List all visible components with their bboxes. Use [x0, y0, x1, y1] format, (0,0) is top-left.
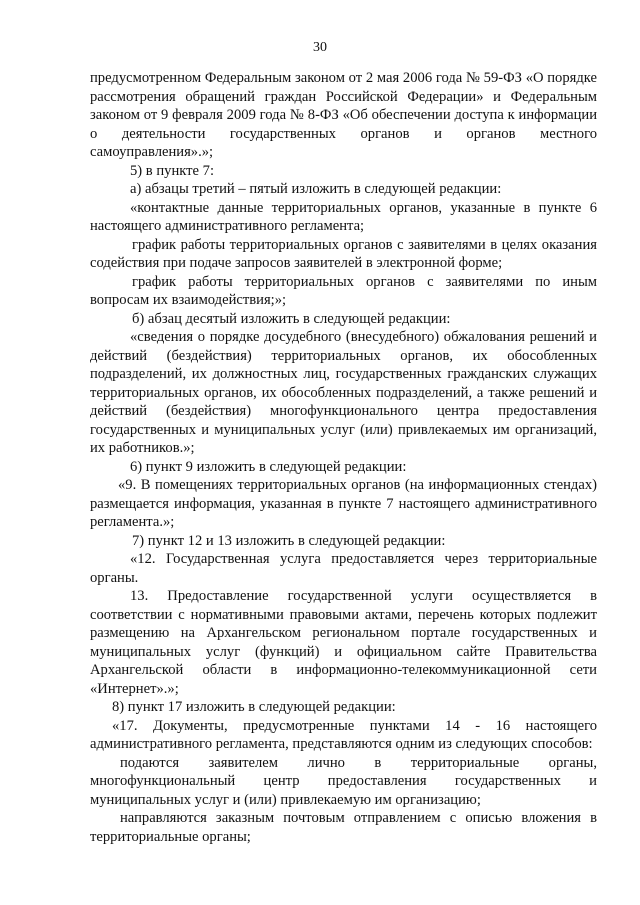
paragraph-appeal-procedure: «сведения о порядке досудебного (внесудебного) обжалования решений и действий (бездействия) территориальных органов, их обособленных подразделений, их должностных лиц, государственных гражданских служащих территориальных органов, их обособленных подразделений, а также решений и действий (бездействия) многофункционального центра предоставления государственных и муниципальных услуг (или) привлекаемых им организаций, их работников.»; [90, 329, 597, 456]
page-number: 30 [313, 40, 327, 55]
paragraph-item-8: 8) пункт 17 изложить в следующей редакции: [112, 699, 396, 715]
paragraph-subitem-a: а) абзацы третий – пятый изложить в следующей редакции: [130, 181, 502, 197]
paragraph-item-7: 7) пункт 12 и 13 изложить в следующей редакции: [132, 532, 446, 549]
paragraph-item-5: 5) в пункте 7: [130, 162, 215, 179]
paragraph-sent-by-mail: направляются заказным почтовым отправлением с описью вложения в территориальные органы; [90, 810, 597, 845]
paragraph-subitem-b: б) абзац десятый изложить в следующей редакции: [132, 310, 451, 327]
paragraph-schedule-other: график работы территориальных органов с заявителями по иным вопросам их взаимодействия;»; [90, 273, 597, 308]
paragraph-point-13: 13. Предоставление государственной услуги осуществляется в соответствии с нормативными правовыми актами, перечень которых подлежит размещению на Архангельском региональном портале государственных и муниципальных услуг (функций) и официальном сайте Правительства Архангельской области в информационно-телекоммуникационной сети «Интернет».»; [90, 588, 597, 697]
document-body [90, 69, 597, 846]
paragraph-point-12: «12. Государственная услуга предоставляется через территориальные органы. [90, 551, 597, 586]
paragraph-continuation: предусмотренном Федеральным законом от 2 мая 2006 года № 59-ФЗ «О порядке рассмотрения обращений граждан Российской Федерации» и Федеральным законом от 9 февраля 2009 года № 8-ФЗ «Об обеспечении доступа к информации о деятельности государственных органов и органов местного самоуправления».»; [90, 70, 597, 160]
paragraph-item-6: 6) пункт 9 изложить в следующей редакции: [130, 458, 407, 475]
paragraph-point-9: «9. В помещениях территориальных органов (на информационных стендах) размещается информация, указанная в пункте 7 настоящего административного регламента.»; [90, 477, 597, 530]
paragraph-submitted-in-person: подаются заявителем лично в территориальные органы, многофункциональный центр предоставления государственных и муниципальных услуг и (или) привлекаемую им организацию; [90, 754, 597, 808]
paragraph-contact-data: «контактные данные территориальных органов, указанные в пункте 6 настоящего административного регламента; [90, 199, 597, 234]
paragraph-schedule-electronic: график работы территориальных органов с заявителями в целях оказания содействия при подаче запросов заявителей в электронной форме; [90, 236, 597, 271]
paragraph-point-17: «17. Документы, предусмотренные пунктами 14 - 16 настоящего административного регламента, представляются одним из следующих способов: [90, 717, 597, 752]
